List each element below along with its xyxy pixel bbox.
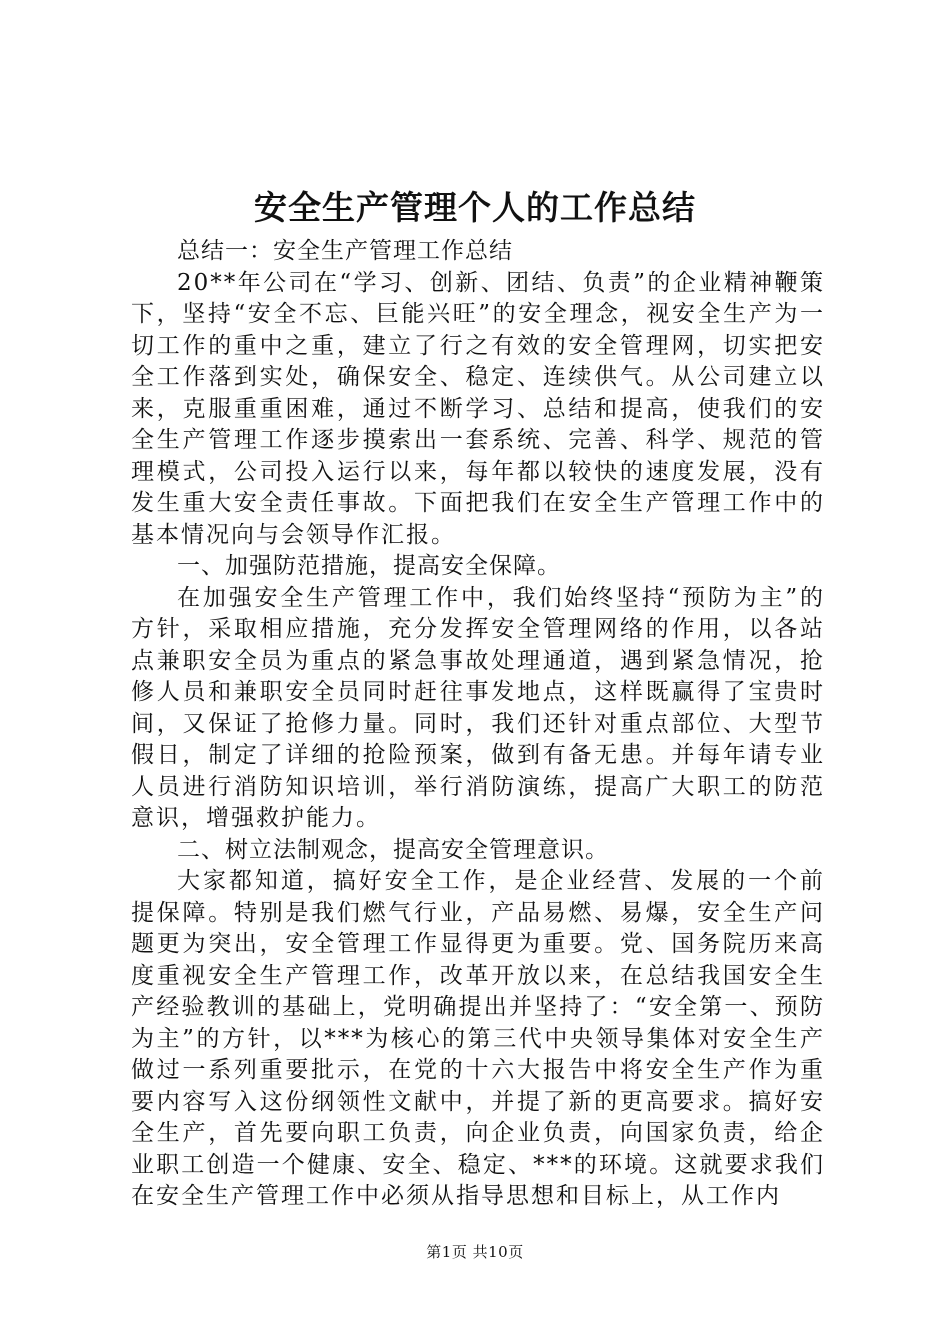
document-title: 安全生产管理个人的工作总结 bbox=[254, 188, 696, 227]
paragraph-intro: 20**年公司在“学习、创新、团结、负责”的企业精神鞭策下，坚持“安全不忘、巨能兴旺”的安全理念，视安全生产为一切工作的重中之重，建立了行之有效的安全管理网，切实把安全工作落到实处，确保安全、稳定、连续供气。从公司建立以来，克服重重困难，通过不断学习、总结和提高，使我们的安全生产管理工作逐步摸索出一套系统、完善、科学、规范的管理模式，公司投入运行以来，每年都以较快的速度发展，没有发生重大安全责任事故。下面把我们在安全生产管理工作中的基本情况向与会领导作汇报。 bbox=[131, 269, 825, 548]
section-heading-one: 一、加强防范措施，提高安全保障。 bbox=[177, 553, 561, 579]
page-footer: 第1页 共10页 bbox=[426, 1243, 524, 1261]
section-heading-summary-one: 总结一：安全生产管理工作总结 bbox=[177, 238, 513, 264]
section-heading-two: 二、树立法制观念，提高安全管理意识。 bbox=[177, 836, 609, 863]
document-body bbox=[131, 236, 825, 1213]
paragraph-prevention: 在加强安全生产管理工作中，我们始终坚持“预防为主”的方针，采取相应措施，充分发挥安全管理网络的作用，以各站点兼职安全员为重点的紧急事故处理通道，遇到紧急情况，抢修人员和兼职安全员同时赶往事发地点，这样既赢得了宝贵时间，又保证了抢修力量。同时，我们还针对重点部位、大型节假日，制定了详细的抢险预案，做到有备无患。并每年请专业人员进行消防知识培训，举行消防演练，提高广大职工的防范意识，增强救护能力。 bbox=[131, 584, 825, 831]
paragraph-legal-awareness: 大家都知道，搞好安全工作，是企业经营、发展的一个前提保障。特别是我们燃气行业，产品易燃、易爆，安全生产问题更为突出，安全管理工作显得更为重要。党、国务院历来高度重视安全生产管理工作，改革开放以来，在总结我国安全生产经验教训的基础上，党明确提出并坚持了：“安全第一、预防为主”的方针，以***为核心的第三代中央领导集体对安全生产做过一系列重要批示，在党的十六大报告中将安全生产作为重要内容写入这份纲领性文献中，并提了新的更高要求。搞好安全生产，首先要向职工负责，向企业负责，向国家负责，给企业职工创造一个健康、安全、稳定、***的环境。这就要求我们在安全生产管理工作中必须从指导思想和目标上，从工作内 bbox=[131, 868, 825, 1209]
